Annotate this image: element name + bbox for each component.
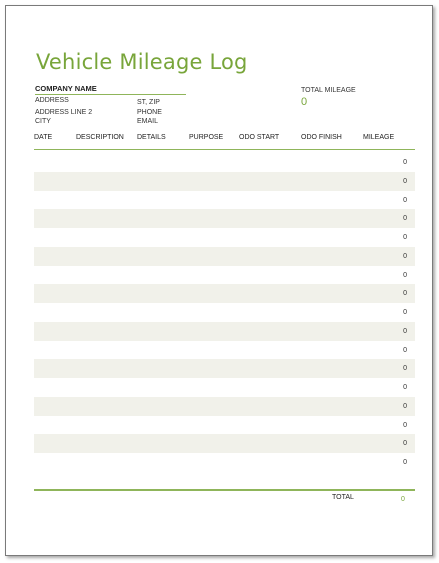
mileage-cell: 0 [403,252,407,260]
table-row[interactable] [34,341,415,360]
city-label: CITY [35,118,51,125]
mileage-cell: 0 [403,309,407,316]
phone-label: PHONE [137,109,162,116]
email-label: EMAIL [137,118,159,125]
table-row[interactable] [34,284,415,303]
document-page [5,5,433,556]
mileage-cell: 0 [403,459,407,466]
total-mileage-value: 0 [301,96,308,108]
table-row[interactable] [34,228,415,247]
table-row[interactable] [34,434,415,453]
table-row[interactable] [34,172,415,191]
table-row[interactable] [34,359,415,378]
total-label: TOTAL [332,494,354,501]
total-value: 0 [401,496,405,503]
table-row[interactable] [34,416,415,435]
mileage-cell: 0 [403,384,407,391]
table-body [34,153,415,472]
header-date: DATE [34,134,53,141]
st-zip-label: ST, ZIP [137,99,160,106]
header-description: DESCRIPTION [76,134,124,141]
table-row[interactable] [34,397,415,416]
table-header [34,134,415,144]
mileage-cell: 0 [403,365,407,373]
address-line-2-label: ADDRESS LINE 2 [35,109,93,116]
company-name: COMPANY NAME [35,84,186,95]
mileage-cell: 0 [403,346,407,354]
header-odo-start: ODO START [239,134,280,141]
header-purpose: PURPOSE [189,134,224,141]
table-row[interactable] [34,303,415,322]
mileage-cell: 0 [403,215,407,223]
mileage-cell: 0 [403,196,407,204]
mileage-cell: 0 [403,177,407,185]
document-title: Vehicle Mileage Log [36,50,248,74]
total-divider [34,489,415,491]
address-label: ADDRESS [35,97,69,104]
table-row[interactable] [34,191,415,210]
mileage-cell: 0 [403,290,407,298]
table-row[interactable] [34,153,415,172]
header-divider [34,149,415,150]
table-row[interactable] [34,266,415,285]
table-row[interactable] [34,247,415,266]
table-row[interactable] [34,453,415,472]
mileage-cell: 0 [403,234,407,241]
total-mileage-label: TOTAL MILEAGE [301,87,356,94]
mileage-cell: 0 [403,402,407,410]
header-details: DETAILS [137,134,166,141]
table-row[interactable] [34,378,415,397]
mileage-cell: 0 [403,271,407,279]
header-mileage: MILEAGE [363,134,395,141]
mileage-cell: 0 [403,421,407,429]
mileage-cell: 0 [403,327,407,335]
table-row[interactable] [34,209,415,228]
mileage-cell: 0 [403,159,407,166]
table-row[interactable] [34,322,415,341]
header-odo-finish: ODO FINISH [301,134,342,141]
mileage-cell: 0 [403,440,407,448]
